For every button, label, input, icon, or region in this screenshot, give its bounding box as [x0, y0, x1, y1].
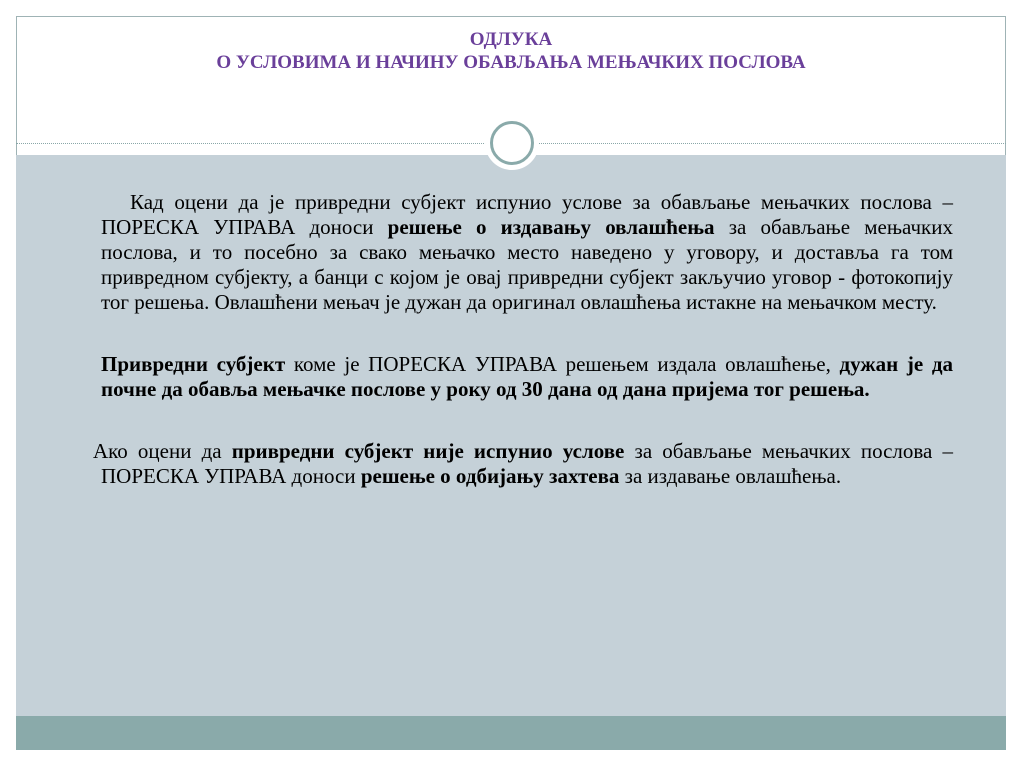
paragraph-3 [93, 439, 953, 489]
footer-band [16, 716, 1006, 750]
paragraph-2-bold-2: дужан је да почне да обавља мењачке послове у року од 30 дана од дана пријема тог решења. [101, 352, 953, 401]
circle-ornament-inner [490, 121, 534, 165]
paragraph-3-text-1: Ако оцени да [93, 439, 232, 463]
paragraph-1 [101, 190, 953, 315]
paragraph-1-text-1: Кад оцени да је привредни субјект испунио услове за обављање мењачких послова – ПОРЕСКА УПРАВА доноси [101, 190, 953, 239]
paragraph-2 [101, 352, 953, 402]
paragraph-1-text-2: за обављање мењачких послова, и то посебно за свако мењачко место наведено у уговору, и доставља га том привредном субјекту, а банци с којом је овај привредни субјект закључио уговор - фотокопију тог решења. Овлашћени мењач је дужан да оригинал овлашћења истакне на мењачком месту. [101, 215, 953, 314]
title-line-2: О УСЛОВИМА И НАЧИНУ ОБАВЉАЊА МЕЊАЧКИХ ПОСЛОВА [216, 52, 806, 73]
paragraph-3-text-2: за обављање мењачких послова – ПОРЕСКА УПРАВА доноси [101, 439, 953, 488]
title-line-1: ОДЛУКА [469, 29, 553, 50]
paragraph-2-bold-1: Привредни субјект [101, 352, 286, 376]
paragraph-3-bold-2: решење о одбијању захтева [360, 464, 620, 488]
circle-ornament-icon [485, 116, 539, 170]
slide-body [93, 190, 953, 489]
paragraph-3-bold-1: привредни субјект није испунио услове [231, 439, 625, 463]
paragraph-3-text-3: за издавање овлашћења. [619, 464, 842, 488]
paragraph-1-bold-1: решење о издавању овлашћења [387, 215, 715, 239]
paragraph-2-text-1: коме је ПОРЕСКА УПРАВА решењем издала овлашћење, [285, 352, 840, 376]
